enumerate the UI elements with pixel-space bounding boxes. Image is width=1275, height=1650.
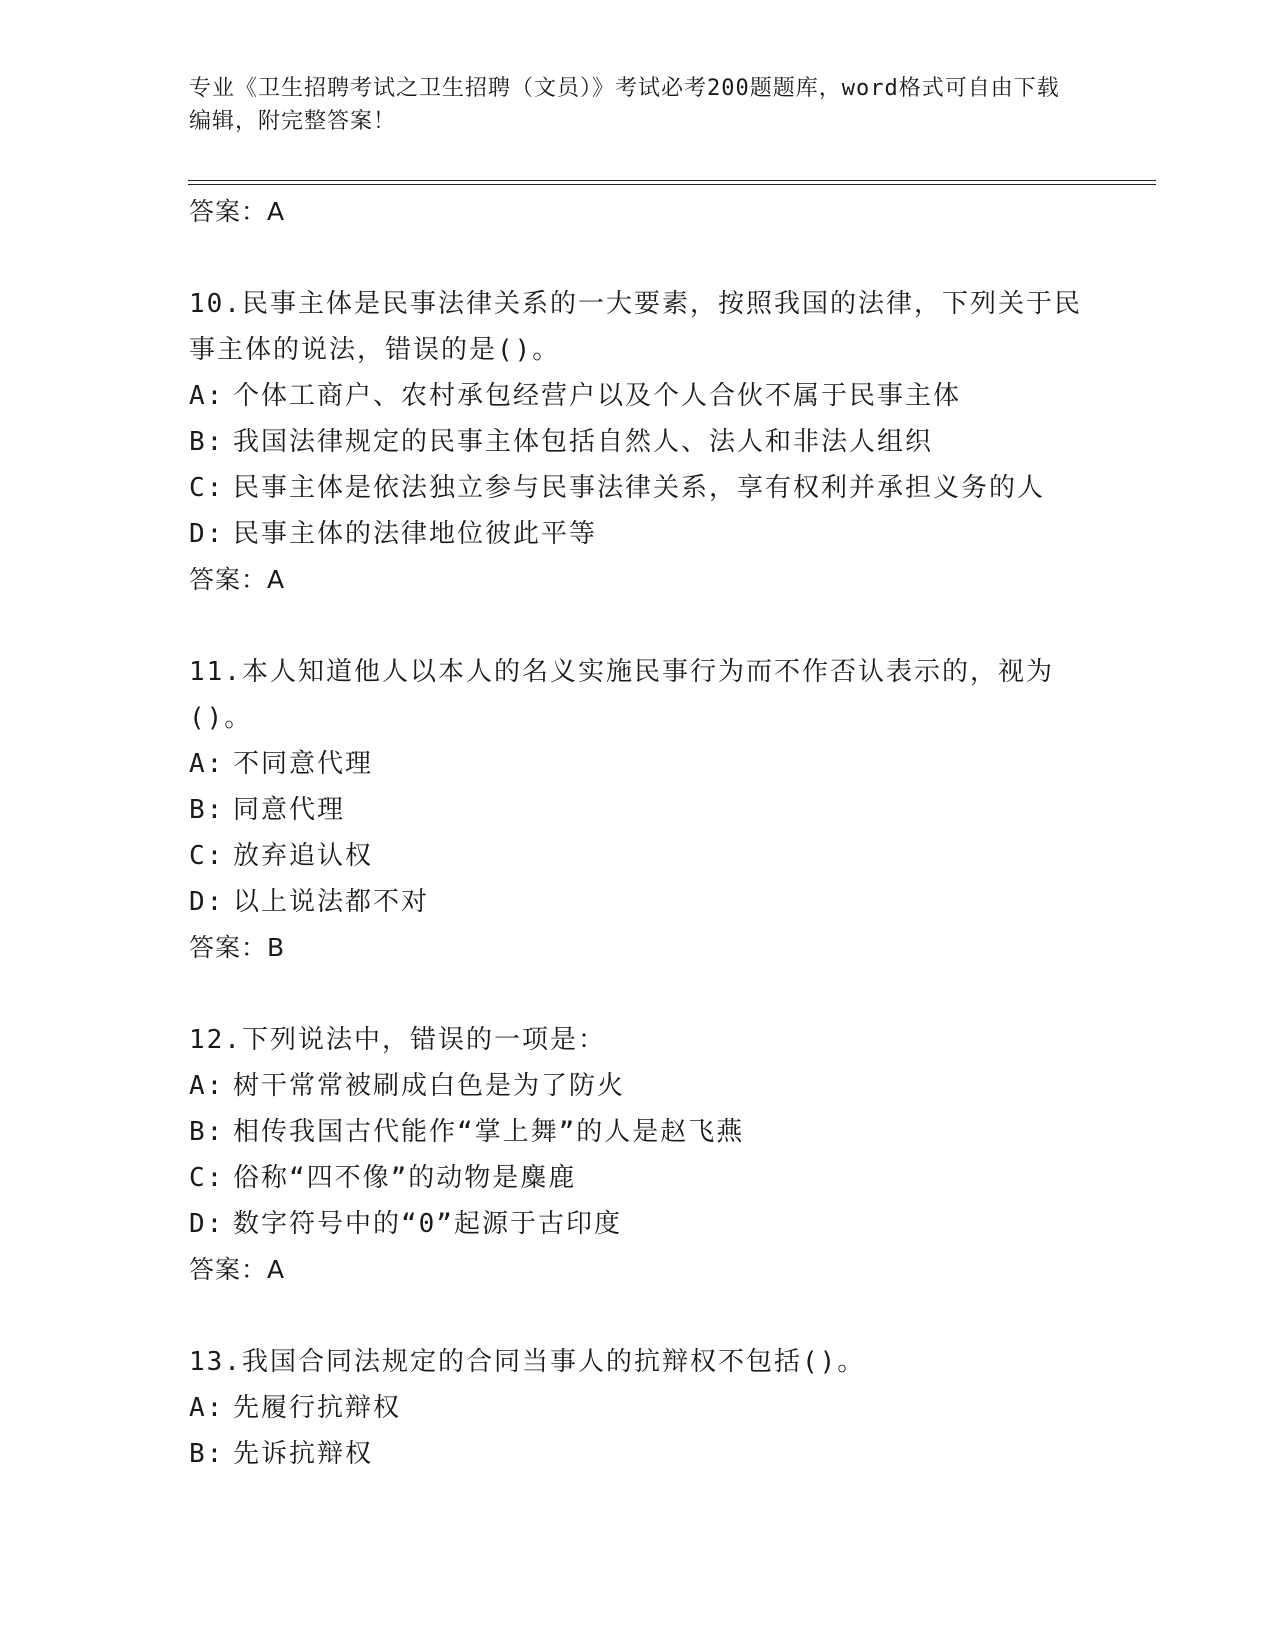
option-letter: B: [189, 1439, 225, 1469]
header-rule-bottom [188, 184, 1156, 185]
option-letter: C: [189, 841, 225, 871]
question-stem: 12.下列说法中，错误的一项是： [189, 1025, 606, 1055]
option-letter: D: [189, 1209, 225, 1239]
option-text: 民事主体是依法独立参与民事法律关系，享有权利并承担义务的人 [233, 473, 1046, 503]
option-text: 俗称“四不像”的动物是麋鹿 [233, 1163, 577, 1193]
option-letter: B: [189, 795, 225, 825]
option-letter: C: [189, 473, 225, 503]
option-d [189, 879, 1089, 925]
option-text: 树干常常被刷成白色是为了防火 [233, 1071, 626, 1101]
option-text: 我国法律规定的民事主体包括自然人、法人和非法人组织 [233, 427, 934, 457]
option-text: 放弃追认权 [233, 841, 374, 871]
option-text: 数字符号中的“0”起源于古印度 [233, 1209, 622, 1239]
document-header: 专业《卫生招聘考试之卫生招聘（文员）》考试必考200题题库，word格式可自由下载编辑，附完整答案！ [189, 76, 1060, 134]
option-letter: A: [189, 381, 225, 411]
option-a [189, 1063, 1089, 1109]
option-letter: B: [189, 1117, 225, 1147]
option-letter: A: [189, 1071, 225, 1101]
option-c [189, 465, 1089, 511]
option-b [189, 1109, 1089, 1155]
option-letter: D: [189, 887, 225, 917]
answer-line: 答案：A [189, 197, 286, 226]
question-12 [189, 1017, 1089, 1293]
answer-line: 答案：B [189, 933, 286, 962]
option-a [189, 741, 1089, 787]
question-list [189, 189, 1089, 1477]
option-text: 民事主体的法律地位彼此平等 [233, 519, 598, 549]
answer-line: 答案：A [189, 1255, 286, 1284]
option-text: 同意代理 [233, 795, 346, 825]
option-letter: C: [189, 1163, 225, 1193]
option-text: 相传我国古代能作“掌上舞”的人是赵飞燕 [233, 1117, 745, 1147]
option-text: 不同意代理 [233, 749, 374, 779]
option-text: 以上说法都不对 [233, 887, 430, 917]
option-d [189, 511, 1089, 557]
option-c [189, 1155, 1089, 1201]
question-10 [189, 281, 1089, 603]
option-letter: A: [189, 749, 225, 779]
option-c [189, 833, 1089, 879]
option-b [189, 419, 1089, 465]
question-stem: 11.本人知道他人以本人的名义实施民事行为而不作否认表示的，视为()。 [189, 657, 1054, 733]
option-letter: B: [189, 427, 225, 457]
question-stem: 13.我国合同法规定的合同当事人的抗辩权不包括()。 [189, 1347, 866, 1377]
option-a [189, 1385, 1089, 1431]
question-13 [189, 1339, 1089, 1477]
option-text: 先诉抗辩权 [233, 1439, 374, 1469]
option-letter: A: [189, 1393, 225, 1423]
header-rule-top [188, 180, 1156, 181]
option-b [189, 787, 1089, 833]
question-11 [189, 649, 1089, 971]
answer-line: 答案：A [189, 565, 286, 594]
option-b [189, 1431, 1089, 1477]
option-text: 个体工商户、农村承包经营户以及个人合伙不属于民事主体 [233, 381, 962, 411]
question-stem: 10.民事主体是民事法律关系的一大要素，按照我国的法律，下列关于民事主体的说法，错误的是()。 [189, 289, 1082, 365]
option-letter: D: [189, 519, 225, 549]
option-a [189, 373, 1089, 419]
option-text: 先履行抗辩权 [233, 1393, 402, 1423]
option-d [189, 1201, 1089, 1247]
